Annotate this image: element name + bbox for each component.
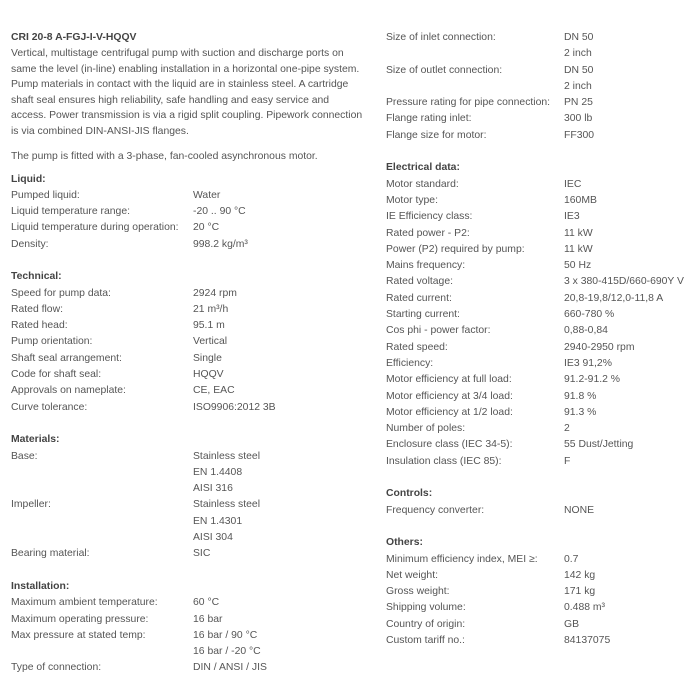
spec-value: 95.1 m bbox=[193, 320, 225, 332]
spec-row-rated-current bbox=[386, 291, 696, 307]
spec-values bbox=[564, 193, 696, 209]
spec-value: NONE bbox=[564, 504, 595, 516]
spec-row-flange-size-for-motor bbox=[386, 128, 696, 144]
spec-label: Code for shaft seal: bbox=[11, 369, 102, 381]
spec-label: Shipping volume: bbox=[386, 602, 466, 614]
spec-values bbox=[564, 323, 696, 339]
spec-label: Pressure rating for pipe connection: bbox=[386, 97, 551, 109]
spec-value: 16 bar / -20 °C bbox=[193, 646, 261, 658]
spec-value: 300 lb bbox=[564, 113, 593, 125]
spec-values bbox=[564, 552, 696, 568]
left-spec-sections bbox=[11, 172, 365, 677]
spec-row-pumped-liquid bbox=[11, 188, 365, 204]
spec-row-shaft-seal-arrangement bbox=[11, 351, 365, 367]
spec-label: IE Efficiency class: bbox=[386, 211, 473, 223]
spec-value: 2924 rpm bbox=[193, 287, 237, 299]
spec-label: Motor efficiency at 1/2 load: bbox=[386, 406, 513, 418]
spec-label: Motor efficiency at 3/4 load: bbox=[386, 390, 513, 402]
spec-value: 2 bbox=[564, 423, 570, 435]
spec-row-maximum-ambient-temperature bbox=[11, 595, 365, 611]
spec-value: AISI 304 bbox=[193, 532, 233, 544]
spec-row-minimum-efficiency-index-mei bbox=[386, 552, 696, 568]
spec-values bbox=[193, 204, 365, 220]
spec-label: Minimum efficiency index, MEI ≥: bbox=[386, 553, 538, 565]
spec-row-motor-efficiency-at-3-4-load bbox=[386, 389, 696, 405]
spec-row-approvals-on-nameplate bbox=[11, 383, 365, 399]
spec-row-size-of-inlet-connection bbox=[386, 30, 696, 63]
spec-row-custom-tariff-no bbox=[386, 633, 696, 649]
section-spacer bbox=[11, 253, 365, 269]
spec-values bbox=[564, 209, 696, 225]
spec-row-frequency-converter bbox=[386, 503, 696, 519]
spec-value: 11 kW bbox=[564, 243, 593, 255]
spec-values bbox=[564, 600, 696, 616]
spec-row-pressure-rating-for-pipe-connection bbox=[386, 95, 696, 111]
spec-values bbox=[193, 449, 365, 498]
spec-label: Rated speed: bbox=[386, 341, 448, 353]
spec-value: GB bbox=[564, 618, 580, 630]
section-spacer bbox=[386, 470, 696, 486]
spec-values bbox=[564, 503, 696, 519]
spec-value: 998.2 kg/m³ bbox=[193, 238, 248, 250]
spec-value: 171 kg bbox=[564, 586, 596, 598]
spec-row-gross-weight bbox=[386, 584, 696, 600]
spec-values bbox=[564, 258, 696, 274]
section-spacer bbox=[386, 519, 696, 535]
spec-row-efficiency bbox=[386, 356, 696, 372]
spec-value: PN 25 bbox=[564, 97, 593, 109]
spec-row-starting-current bbox=[386, 307, 696, 323]
spec-values bbox=[193, 497, 365, 546]
left-column bbox=[11, 30, 365, 677]
section-heading: Controls: bbox=[386, 488, 433, 500]
spec-label: Base: bbox=[11, 450, 38, 462]
spec-value: ISO9906:2012 3B bbox=[193, 401, 276, 413]
spec-row-bearing-material bbox=[11, 546, 365, 562]
spec-label: Liquid temperature range: bbox=[11, 206, 130, 218]
spec-values bbox=[193, 383, 365, 399]
spec-row-mains-frequency bbox=[386, 258, 696, 274]
spec-values bbox=[564, 128, 696, 144]
spec-label: Cos phi - power factor: bbox=[386, 325, 491, 337]
spec-row-motor-efficiency-at-full-load bbox=[386, 372, 696, 388]
spec-row-base bbox=[11, 449, 365, 498]
spec-label: Pumped liquid: bbox=[11, 189, 80, 201]
spec-label: Curve tolerance: bbox=[11, 401, 88, 413]
spec-value: 50 Hz bbox=[564, 260, 592, 272]
spec-row-rated-head bbox=[11, 318, 365, 334]
spec-row-impeller bbox=[11, 497, 365, 546]
spec-row-speed-for-pump-data bbox=[11, 286, 365, 302]
spec-section-electrical-data bbox=[386, 160, 696, 470]
spec-label: Frequency converter: bbox=[386, 504, 485, 516]
spec-label: Flange size for motor: bbox=[386, 129, 487, 141]
spec-value: SIC bbox=[193, 548, 211, 560]
spec-values bbox=[193, 612, 365, 628]
spec-row-net-weight bbox=[386, 568, 696, 584]
section-heading: Materials: bbox=[11, 434, 60, 446]
spec-label: Approvals on nameplate: bbox=[11, 385, 126, 397]
spec-row-flange-rating-inlet bbox=[386, 111, 696, 127]
spec-value: DN 50 bbox=[564, 32, 594, 43]
spec-values bbox=[193, 334, 365, 350]
spec-value: Stainless steel bbox=[193, 450, 260, 462]
spec-label: Rated current: bbox=[386, 292, 452, 304]
spec-values bbox=[564, 30, 696, 63]
spec-row-liquid-temperature-range bbox=[11, 204, 365, 220]
spec-row-density bbox=[11, 237, 365, 253]
spec-value: Single bbox=[193, 352, 222, 364]
spec-value: 0.488 m³ bbox=[564, 602, 606, 614]
spec-row-max-pressure-at-stated-temp bbox=[11, 628, 365, 661]
spec-row-rated-power-p2 bbox=[386, 226, 696, 242]
spec-section-liquid bbox=[11, 172, 365, 253]
spec-values bbox=[564, 242, 696, 258]
spec-value: DIN / ANSI / JIS bbox=[193, 662, 267, 674]
spec-value: -20 .. 90 °C bbox=[193, 206, 246, 218]
spec-row-shipping-volume bbox=[386, 600, 696, 616]
product-description: Vertical, multistage centrifugal pump with suction and discharge ports on same the level (in-line) enabling installation in a horizontal one-pipe system. Pump materials in contact with the liquid are in stainless steel. A cartridge shaft seal ensures high reliability, safe handling and easy service and access. Power transmission is via a rigid split coupling. Pipework connection is via combined DIN-ANSI-JIS flanges. bbox=[11, 48, 363, 137]
spec-value: CE, EAC bbox=[193, 385, 235, 397]
spec-value: HQQV bbox=[193, 369, 224, 381]
spec-values bbox=[564, 405, 696, 421]
spec-values bbox=[193, 286, 365, 302]
spec-label: Pump orientation: bbox=[11, 336, 93, 348]
spec-row-insulation-class-iec-85 bbox=[386, 454, 696, 470]
spec-label: Flange rating inlet: bbox=[386, 113, 472, 125]
spec-values bbox=[193, 367, 365, 383]
spec-label: Rated power - P2: bbox=[386, 227, 470, 239]
spec-value: IE3 bbox=[564, 211, 580, 223]
spec-value: 20 °C bbox=[193, 222, 220, 234]
spec-row-power-p2-required-by-pump bbox=[386, 242, 696, 258]
spec-value: 160MB bbox=[564, 194, 597, 206]
spec-label: Country of origin: bbox=[386, 618, 466, 630]
spec-row-curve-tolerance bbox=[11, 400, 365, 416]
spec-value: 84137075 bbox=[564, 634, 611, 646]
spec-label: Rated head: bbox=[11, 320, 68, 332]
spec-section-others bbox=[386, 535, 696, 649]
spec-values bbox=[564, 372, 696, 388]
spec-label: Liquid temperature during operation: bbox=[11, 222, 179, 234]
spec-value: F bbox=[564, 455, 571, 467]
spec-label: Mains frequency: bbox=[386, 260, 466, 272]
spec-values bbox=[193, 237, 365, 253]
spec-value: EN 1.4301 bbox=[193, 515, 243, 527]
spec-label: Size of inlet connection: bbox=[386, 32, 496, 43]
spec-values bbox=[193, 660, 365, 676]
spec-value: 3 x 380-415D/660-690Y V bbox=[564, 276, 684, 288]
section-spacer bbox=[386, 144, 696, 160]
section-heading: Installation: bbox=[11, 580, 70, 592]
spec-values bbox=[564, 568, 696, 584]
spec-row-liquid-temperature-during-operation bbox=[11, 220, 365, 236]
spec-row-code-for-shaft-seal bbox=[11, 367, 365, 383]
spec-row-size-of-outlet-connection bbox=[386, 63, 696, 96]
spec-row-type-of-connection bbox=[11, 660, 365, 676]
section-heading: Others: bbox=[386, 537, 423, 549]
spec-values bbox=[564, 291, 696, 307]
section-heading: Electrical data: bbox=[386, 162, 460, 174]
spec-section-installation bbox=[11, 579, 365, 677]
spec-value: 16 bar bbox=[193, 613, 223, 625]
spec-label: Maximum operating pressure: bbox=[11, 613, 149, 625]
spec-values bbox=[564, 340, 696, 356]
spec-values bbox=[193, 318, 365, 334]
spec-value: Water bbox=[193, 189, 221, 201]
spec-value: 91.2-91.2 % bbox=[564, 374, 621, 386]
spec-value: DN 50 bbox=[564, 64, 594, 76]
spec-value: 2 inch bbox=[564, 48, 592, 60]
spec-values bbox=[193, 220, 365, 236]
spec-label: Impeller: bbox=[11, 499, 51, 511]
spec-label: Number of poles: bbox=[386, 423, 466, 435]
spec-label: Motor standard: bbox=[386, 178, 459, 190]
spec-label: Type of connection: bbox=[11, 662, 102, 674]
spec-values bbox=[564, 421, 696, 437]
spec-section-technical bbox=[11, 269, 365, 416]
spec-row-rated-voltage bbox=[386, 274, 696, 290]
spec-row-motor-type bbox=[386, 193, 696, 209]
spec-values bbox=[564, 389, 696, 405]
spec-row-maximum-operating-pressure bbox=[11, 612, 365, 628]
spec-row-enclosure-class-iec-34-5 bbox=[386, 437, 696, 453]
spec-row-rated-speed bbox=[386, 340, 696, 356]
spec-values bbox=[564, 584, 696, 600]
spec-value: FF300 bbox=[564, 129, 595, 141]
spec-values bbox=[564, 274, 696, 290]
spec-label: Motor efficiency at full load: bbox=[386, 374, 512, 386]
section-heading: Liquid: bbox=[11, 173, 46, 185]
spec-value: AISI 316 bbox=[193, 483, 233, 495]
product-title: CRI 20-8 A-FGJ-I-V-HQQV bbox=[11, 32, 137, 43]
spec-value: 60 °C bbox=[193, 597, 220, 609]
spec-label: Rated flow: bbox=[11, 303, 63, 315]
spec-values bbox=[564, 437, 696, 453]
spec-value: 11 kW bbox=[564, 227, 593, 239]
spec-label: Efficiency: bbox=[386, 357, 434, 369]
spec-value: 142 kg bbox=[564, 569, 596, 581]
spec-row-cos-phi-power-factor bbox=[386, 323, 696, 339]
spec-label: Custom tariff no.: bbox=[386, 634, 465, 646]
spec-row-country-of-origin bbox=[386, 617, 696, 633]
spec-value: 660-780 % bbox=[564, 309, 615, 321]
spec-values bbox=[564, 454, 696, 470]
spec-values bbox=[193, 400, 365, 416]
spec-section-materials bbox=[11, 432, 365, 562]
spec-values bbox=[564, 617, 696, 633]
spec-label: Insulation class (IEC 85): bbox=[386, 455, 502, 467]
spec-row-ie-efficiency-class bbox=[386, 209, 696, 225]
spec-label: Bearing material: bbox=[11, 548, 90, 560]
spec-values bbox=[564, 95, 696, 111]
section-spacer bbox=[11, 563, 365, 579]
spec-value: 2 inch bbox=[564, 80, 592, 92]
right-spec-sections bbox=[386, 30, 696, 649]
spec-label: Shaft seal arrangement: bbox=[11, 352, 122, 364]
spec-section-controls bbox=[386, 486, 696, 519]
spec-values bbox=[564, 307, 696, 323]
spec-value: Stainless steel bbox=[193, 499, 260, 511]
spec-value: IEC bbox=[564, 178, 582, 190]
spec-value: 16 bar / 90 °C bbox=[193, 629, 258, 641]
spec-value: 20,8-19,8/12,0-11,8 A bbox=[564, 292, 664, 304]
spec-value: 55 Dust/Jetting bbox=[564, 439, 634, 451]
spec-value: EN 1.4408 bbox=[193, 466, 243, 478]
spec-label: Max pressure at stated temp: bbox=[11, 629, 146, 641]
spec-value: 21 m³/h bbox=[193, 303, 229, 315]
spec-label: Net weight: bbox=[386, 569, 438, 581]
spec-values bbox=[193, 188, 365, 204]
spec-row-motor-standard bbox=[386, 177, 696, 193]
spec-value: 0.7 bbox=[564, 553, 579, 565]
spec-label: Enclosure class (IEC 34-5): bbox=[386, 439, 513, 451]
spec-row-number-of-poles bbox=[386, 421, 696, 437]
spec-section-connections bbox=[386, 30, 696, 144]
spec-values bbox=[564, 111, 696, 127]
spec-label: Maximum ambient temperature: bbox=[11, 597, 158, 609]
spec-value: 0,88-0,84 bbox=[564, 325, 608, 337]
spec-label: Density: bbox=[11, 238, 49, 250]
spec-values bbox=[193, 628, 365, 661]
spec-value: 2940-2950 rpm bbox=[564, 341, 635, 353]
spec-values bbox=[193, 302, 365, 318]
spec-values bbox=[564, 226, 696, 242]
spec-values bbox=[193, 546, 365, 562]
spec-values bbox=[564, 63, 696, 96]
spec-values bbox=[564, 177, 696, 193]
spec-label: Size of outlet connection: bbox=[386, 64, 503, 76]
spec-label: Starting current: bbox=[386, 309, 460, 321]
spec-value: Vertical bbox=[193, 336, 228, 348]
spec-row-rated-flow bbox=[11, 302, 365, 318]
spec-label: Gross weight: bbox=[386, 586, 450, 598]
spec-row-pump-orientation bbox=[11, 334, 365, 350]
section-heading: Technical: bbox=[11, 271, 62, 283]
spec-label: Speed for pump data: bbox=[11, 287, 111, 299]
spec-label: Motor type: bbox=[386, 194, 438, 206]
section-spacer bbox=[11, 416, 365, 432]
spec-row-motor-efficiency-at-1-2-load bbox=[386, 405, 696, 421]
spec-values bbox=[193, 351, 365, 367]
spec-label: Rated voltage: bbox=[386, 276, 454, 288]
spec-values bbox=[193, 595, 365, 611]
spec-label: Power (P2) required by pump: bbox=[386, 243, 525, 255]
spec-values bbox=[564, 633, 696, 649]
spec-values bbox=[564, 356, 696, 372]
right-column bbox=[386, 30, 696, 649]
spec-value: IE3 91,2% bbox=[564, 357, 612, 369]
spec-value: 91.8 % bbox=[564, 390, 597, 402]
motor-note: The pump is fitted with a 3-phase, fan-cooled asynchronous motor. bbox=[11, 151, 318, 162]
spec-value: 91.3 % bbox=[564, 406, 597, 418]
